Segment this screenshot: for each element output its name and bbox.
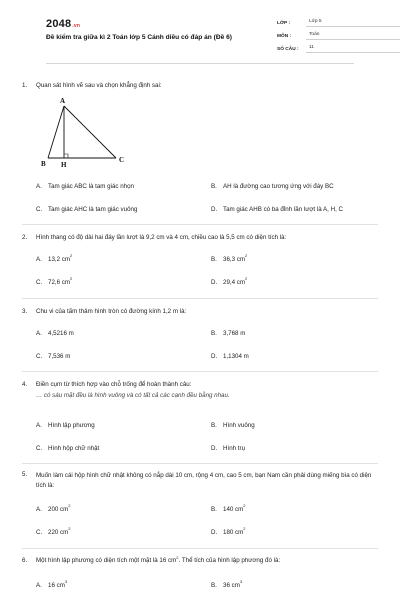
- meta-row-subject: [277, 29, 400, 40]
- label-h: H: [61, 161, 67, 169]
- question-5: [22, 471, 382, 490]
- question-number: 6.: [22, 557, 28, 564]
- option-d[interactable]: D. Tam giác AHB có ba đỉnh lần lượt là A, H, C: [211, 206, 343, 213]
- question-divider: [22, 224, 378, 225]
- site-logo[interactable]: [46, 18, 80, 31]
- meta-row-count: [277, 42, 400, 53]
- question-4: [22, 381, 382, 400]
- question-divider: [22, 463, 378, 464]
- question-divider: [22, 371, 378, 372]
- question-sentence: … có sáu mặt đều là hình vuông và có tất cả các cạnh đều bằng nhau.: [36, 392, 230, 400]
- question-number: 3.: [22, 308, 28, 315]
- option-c[interactable]: C. Hình hộp chữ nhật: [36, 445, 100, 452]
- question-text: Quan sát hình vẽ sau và chọn khẳng định sai:: [36, 82, 162, 89]
- meta-row-class: [277, 16, 400, 27]
- option-a[interactable]: A. 200 cm 2: [36, 503, 71, 513]
- meta-block: [277, 16, 400, 55]
- option-c[interactable]: C. 220 cm 2: [36, 526, 71, 536]
- option-d[interactable]: D. 180 cm 2: [211, 526, 246, 536]
- question-divider: [22, 548, 378, 549]
- question-number: 5.: [22, 471, 28, 478]
- options-q2: [36, 253, 390, 291]
- option-b[interactable]: B. Hình vuông: [211, 422, 255, 429]
- question-number: 1.: [22, 82, 28, 89]
- header-divider: [46, 63, 354, 64]
- option-b[interactable]: B. 3,768 m: [211, 330, 246, 337]
- option-b[interactable]: B. AH là đường cao tương ứng với đáy BC: [211, 183, 334, 190]
- label-c: C: [119, 156, 125, 164]
- options-q1: [36, 183, 390, 218]
- question-text: Một hình lập phương có diện tích một mặt là 16 $cm^2$. Thể tích của hình lập phương đó là:: [36, 554, 281, 564]
- option-b[interactable]: B. 36 cm 3: [211, 579, 243, 589]
- option-c[interactable]: C. Tam giác AHC là tam giác vuông: [36, 206, 138, 213]
- options-q4: [36, 422, 390, 457]
- meta-label: MÔN :: [277, 34, 292, 40]
- option-a[interactable]: A. Hình lập phương: [36, 422, 95, 429]
- question-divider: [22, 298, 378, 299]
- meta-value: Lớp 5: [306, 19, 400, 27]
- document-title: Đề kiểm tra giữa kì 2 Toán lớp 5 Cánh diều có đáp án (Đề 6): [46, 34, 232, 41]
- question-text: Chu vi của tấm thảm hình tròn có đường kính 1,2 m là:: [36, 308, 187, 315]
- question-6: [22, 554, 382, 564]
- option-b[interactable]: B. 140 cm 2: [211, 503, 246, 513]
- option-c[interactable]: C. 7,536 m: [36, 353, 71, 360]
- logo-main: 2048: [46, 18, 72, 30]
- meta-label: LỚP :: [277, 21, 291, 27]
- option-b[interactable]: B. 36,3 cm 2: [211, 253, 248, 263]
- meta-value: Toán: [306, 32, 400, 40]
- options-q6: [36, 579, 390, 594]
- logo-sub: .vn: [72, 23, 81, 29]
- question-text: Muốn làm cái hộp hình chữ nhật không có nắp dài 10 cm, rộng 4 cm, cao 5 cm, bạn Nam cần phải dùng miếng bìa có diện tích là:: [36, 472, 372, 489]
- label-a: A: [60, 97, 66, 105]
- options-q5: [36, 503, 390, 541]
- option-d[interactable]: D. 1,1304 m: [211, 353, 249, 360]
- label-b: B: [41, 160, 46, 168]
- triangle-svg: [40, 96, 130, 172]
- option-a[interactable]: A. 16 cm 3: [36, 579, 68, 589]
- question-2: [22, 234, 382, 241]
- options-q3: [36, 330, 390, 365]
- option-c[interactable]: C. 72,6 cm 2: [36, 276, 73, 286]
- question-1: [22, 82, 382, 89]
- option-a[interactable]: A. 13,2 cm 2: [36, 253, 73, 263]
- question-text: Điền cụm từ thích hợp vào chỗ trống để hoàn thành câu:: [36, 381, 192, 388]
- option-d[interactable]: D. 29,4 cm 2: [211, 276, 248, 286]
- question-text: Hình thang có độ dài hai đáy lần lượt là 9,2 cm và 4 cm, chiều cao là 5,5 cm có diện tích là:: [36, 234, 287, 241]
- option-a[interactable]: A. 4,5216 m: [36, 330, 74, 337]
- header: [24, 0, 376, 70]
- question-number: 2.: [22, 234, 28, 241]
- meta-value: 11: [306, 45, 400, 53]
- option-a[interactable]: A. Tam giác ABC là tam giác nhọn: [36, 183, 134, 190]
- question-number: 4.: [22, 381, 28, 388]
- triangle-figure: [40, 96, 130, 172]
- meta-label: SỐ CÂU :: [277, 47, 299, 53]
- option-d[interactable]: D. Hình trụ: [211, 445, 246, 452]
- question-3: [22, 308, 382, 315]
